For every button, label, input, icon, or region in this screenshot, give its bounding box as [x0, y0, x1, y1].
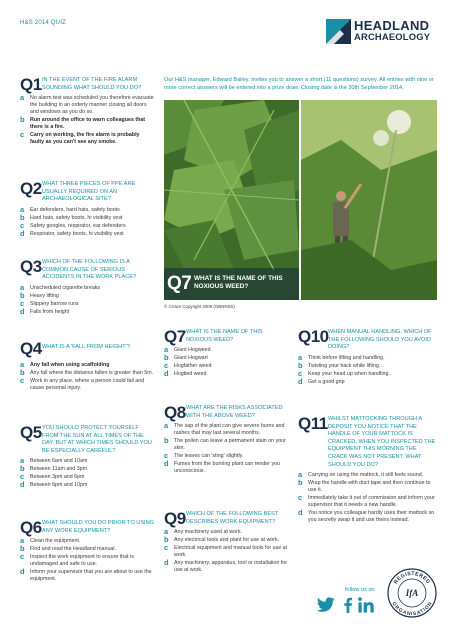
hogweed-photo: [164, 100, 299, 300]
option-c[interactable]: c Immediately take it out of commission and inform your supervisor that it needs a new handle.: [298, 492, 435, 508]
seal-center-text: IfA: [405, 588, 419, 598]
option-a[interactable]: a No alarm test was scheduled you therefore evacuate the building in an orderly manner closing all doors and windows as you do so.: [20, 93, 154, 115]
question-9: [164, 511, 288, 575]
question-6: [20, 520, 154, 584]
option-a[interactable]: a Carrying on using the mattock, it still feels sound.: [298, 470, 424, 480]
question-text: WHAT ARE THE RISKS ASSOCIATED WITH THE ABOVE WEED?: [186, 405, 283, 419]
option-a[interactable]: a Any machinery used at work.: [164, 527, 243, 537]
option-d[interactable]: d Get a good grip: [298, 376, 345, 386]
question-7-options: [164, 329, 288, 379]
follow-us-label: follow us on: [345, 587, 375, 593]
question-text: WHICH OF THE FOLLOWING BEST DESCRIBES WORK EQUIPMENT?: [186, 511, 279, 525]
photo-credit: © Crown Copyright 2009 (GBNNSS): [164, 304, 235, 309]
option-b[interactable]: b Twisting your back while lifting.: [298, 360, 381, 370]
question-3: [20, 259, 154, 316]
option-b[interactable]: b Giant Hogwart: [164, 353, 208, 363]
option-d[interactable]: d Hogtied weed: [164, 368, 207, 378]
option-b[interactable]: b Any electrical tools and plant for use at work.: [164, 535, 280, 545]
logo-mark-icon: [326, 19, 351, 44]
option-c[interactable]: c Safety googles, respirator, ear defenders: [20, 220, 126, 230]
question-5: [20, 425, 154, 490]
option-a[interactable]: a Clean the equipment.: [20, 536, 81, 546]
headland-logo: [326, 19, 432, 45]
header-label: H&S 2014 QUIZ: [20, 20, 66, 26]
option-b[interactable]: b Wrap the handle with duct tape and then continue to use it.: [298, 478, 431, 493]
option-b[interactable]: b Any fall where the distance fallen is greater than 5m.: [20, 367, 154, 377]
option-c[interactable]: c Work in any place, where a person could fall and cause personal injury.: [20, 375, 145, 391]
option-d[interactable]: d Respirator, safety boots, hi visibility vest: [20, 228, 124, 238]
hogweed-person-photo: [301, 100, 437, 300]
option-d[interactable]: d Fumes from the burning plant can render you unconscious.: [164, 458, 280, 474]
linkedin-icon[interactable]: [358, 597, 374, 613]
option-a[interactable]: a Giant Hogweed: [164, 345, 211, 355]
question-number: Q4: [20, 339, 42, 358]
seal-top-text: REGISTERED: [392, 570, 432, 586]
question-text: WHAT THREE PIECES OF PPE ARE USUALLY REQUIRED ON AN ARCHAEOLOGICAL SITE?: [42, 181, 136, 203]
option-b[interactable]: b Between 11am and 3pm: [20, 464, 88, 474]
question-text: WHICH OF THE FOLLOWING IS A COMMON CAUSE OF SERIOUS ACCIDENTS IN THE WORK PLACE?: [42, 259, 137, 281]
option-a[interactable]: a The sap of the plant can give severe burns and rashes that may last several months.: [164, 421, 285, 437]
question-text: WHAT IS THE NAME OF THIS NOXIOUS WEED?: [186, 329, 263, 343]
question-text: WHAT IS A 'FALL FROM HEIGHT'?: [42, 344, 130, 350]
option-a[interactable]: a Any fall when using scaffolding: [20, 360, 110, 369]
option-b[interactable]: b Hard hats, safety boots, hi visibility vest: [20, 212, 123, 222]
option-c[interactable]: c The leaves can 'sting' slightly.: [164, 450, 244, 460]
question-number: Q8: [164, 403, 186, 422]
option-c[interactable]: c Between 3pm and 6pm: [20, 472, 85, 482]
question-text: WHAT IS THE NAME OF THIS NOXIOUS WEED?: [194, 275, 283, 290]
question-text: YOU SHOULD PROTECT YOURSELF FROM THE SUN AT ALL TIMES OF THE DAY, BUT AT WHICH TIMES SHOULD YOU BE ESPECIALLY CAREFUL?: [42, 425, 152, 454]
option-a[interactable]: a Between 6am and 10am: [20, 456, 88, 466]
option-d[interactable]: d Inform your supervisor that you are about to use the equipment.: [20, 566, 152, 582]
option-b[interactable]: b Find and read the Headland manual.: [20, 544, 116, 554]
option-a[interactable]: a Think before lifting and handling.: [298, 352, 385, 362]
intro-text: Our H&S manager, Edward Bailey, invites you to answer a short (11 questions) survey. All entries with nine or more correct answers will be entered into a prize draw. Closing date is the 30th September 2014.: [164, 77, 434, 91]
question-number: Q5: [20, 423, 42, 442]
option-c[interactable]: c Hogfather weed: [164, 361, 212, 370]
question-text: WHAT SHOULD YOU DO PRIOR TO USING ANY WORK EQUIPMENT?: [42, 520, 154, 534]
option-b[interactable]: b Run around the office to warn colleagues that there is a fire.: [20, 114, 146, 130]
person-with-hogweed-image: [301, 100, 437, 300]
option-c[interactable]: c Keep your head up when handling.: [298, 368, 390, 378]
question-number: Q9: [164, 509, 186, 528]
option-d[interactable]: d Between 6pm and 10pm: [20, 480, 88, 490]
facebook-icon[interactable]: [343, 597, 353, 613]
question-number: Q7: [164, 327, 186, 346]
question-8: [164, 405, 288, 476]
option-c[interactable]: c Carry on working, the fire alarm is probably faulty as you can't see any smoke.: [20, 129, 140, 145]
question-number: Q3: [20, 257, 42, 276]
question-number: Q10: [298, 327, 329, 346]
logo-line1: HEADLAND: [354, 18, 430, 33]
option-a[interactable]: a Ear defenders, hard hats, safety boots: [20, 204, 120, 214]
question-1: [20, 77, 154, 147]
question-10: [298, 329, 436, 386]
question-11: [298, 416, 436, 525]
question-number: Q6: [20, 518, 42, 537]
question-2: [20, 181, 154, 238]
question-4: [20, 341, 154, 393]
option-c[interactable]: c Slippery barrow runs: [20, 298, 79, 308]
option-d[interactable]: d Any machinery, apparatus, tool or installation for use at work.: [164, 557, 287, 573]
option-d[interactable]: d You notice you colleague hardly uses their mattock so you secretly swap it and use theirs instead.: [298, 507, 435, 523]
question-number: Q1: [20, 75, 42, 94]
option-d[interactable]: d Falls from height: [20, 306, 70, 316]
question-number: Q7: [167, 273, 192, 294]
option-b[interactable]: b Heavy lifting: [20, 290, 59, 300]
option-b[interactable]: b The pollen can leave a permanent stain on your skin.: [164, 436, 286, 451]
question-number: Q2: [20, 179, 42, 198]
option-a[interactable]: a Unscheduled cigarette breaks: [20, 282, 101, 292]
question-7-banner: [164, 268, 299, 300]
question-text: WHEN MANUAL HANDLING, WHICH OF THE FOLLOWING SHOULD YOU AVOID DOING?: [328, 329, 432, 351]
option-c[interactable]: c Inspect the work equipment to ensure that is undamaged and safe to use.: [20, 552, 134, 567]
logo-line2: ARCHAEOLOGY: [354, 31, 431, 42]
option-c[interactable]: c Electrical equipment and manual tools for use at work.: [164, 543, 288, 558]
twitter-icon[interactable]: [316, 597, 336, 613]
question-text: IN THE EVENT OF THE FIRE ALARM SOUNDING WHAT SHOULD YOU DO?: [42, 77, 142, 91]
question-text: WHILST MATTOCKING THROUGH A DEPOSIT YOU NOTICE THAT THE HANDLE OF YOUR MATTOCK IS CRACKED, WHEN YOU INSPECTED THE EQUIPMENT THIS MORNING THE CRACK WAS NOT PRESENT, WHAT SHOULD YOU DO?: [328, 416, 436, 468]
seal-bottom-text: ORGANISATION: [390, 600, 434, 618]
question-number: Q11: [298, 414, 328, 433]
registered-organisation-seal: [387, 568, 437, 618]
